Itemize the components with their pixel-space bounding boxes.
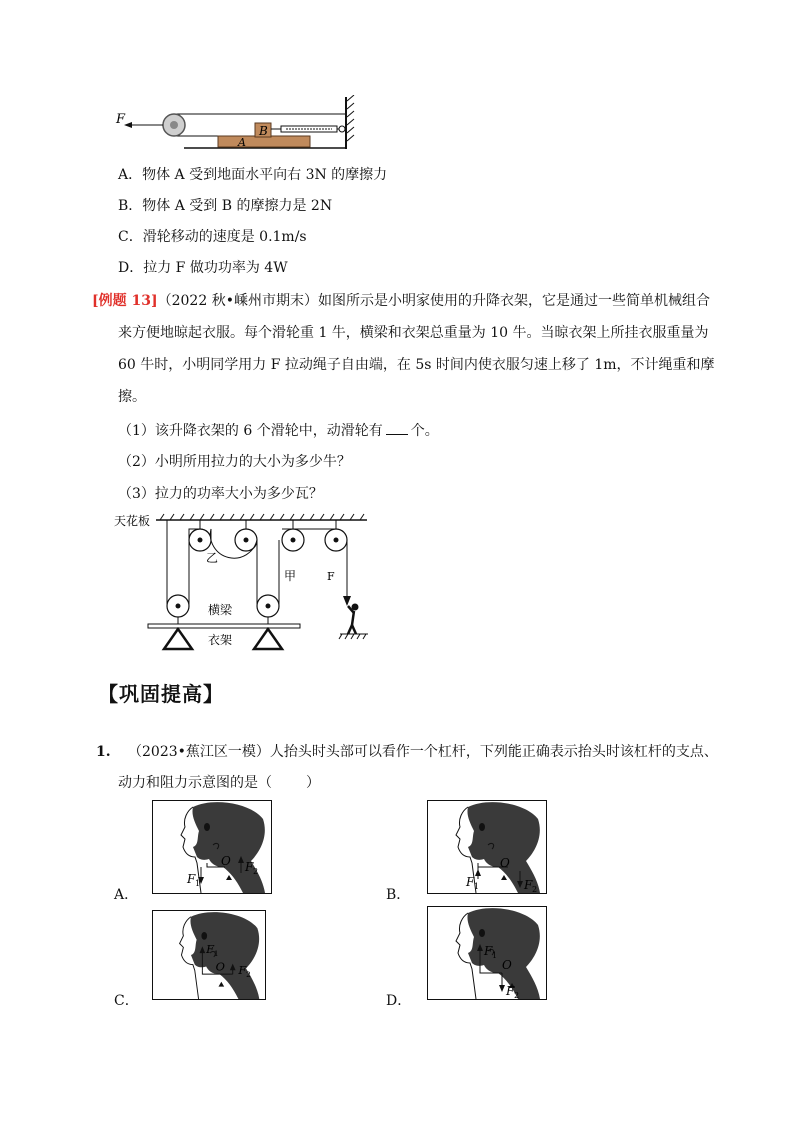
svg-text:2: 2 — [253, 867, 259, 876]
svg-text:1: 1 — [474, 882, 480, 891]
question-3-power: （3）拉力的功率大小为多少瓦？ — [118, 486, 323, 502]
beam-label: 横梁 — [208, 603, 233, 617]
svg-text:O: O — [500, 856, 510, 870]
svg-text:F: F — [466, 875, 475, 889]
svg-text:F: F — [484, 944, 493, 958]
choice-d-figure[interactable] — [427, 906, 547, 1000]
svg-text:1: 1 — [213, 948, 219, 958]
answer-blank[interactable] — [386, 420, 408, 435]
choice-c-figure[interactable] — [152, 910, 266, 1000]
svg-text:F: F — [238, 963, 247, 978]
question-1-line-2: 动力和阻力示意图的是（ ） — [118, 775, 320, 791]
svg-text:1: 1 — [195, 879, 201, 888]
svg-text:2: 2 — [514, 991, 520, 999]
choice-b-label[interactable]: B． — [386, 887, 411, 903]
svg-text:2: 2 — [532, 885, 538, 893]
svg-text:F: F — [506, 984, 515, 998]
head-lever-icon — [428, 801, 546, 893]
svg-text:O: O — [221, 854, 231, 868]
force-f-label: F — [327, 570, 335, 583]
choice-d-label[interactable]: D． — [386, 993, 412, 1009]
question-2-pull-force: （2）小明所用拉力的大小为多少牛？ — [118, 454, 351, 470]
rack-label: 衣架 — [208, 633, 233, 647]
example-13-line-4: 擦。 — [118, 389, 146, 405]
head-lever-icon — [153, 801, 271, 893]
option-c: C．滑轮移动的速度是 0.1m/s — [118, 229, 307, 245]
pulley-yi-label: 乙 — [206, 551, 219, 565]
choice-c-label[interactable]: C． — [114, 993, 139, 1009]
svg-text:F: F — [245, 860, 254, 874]
question-number: 1. — [96, 744, 111, 760]
choice-a-figure[interactable] — [152, 800, 272, 894]
svg-text:O: O — [215, 959, 225, 974]
example-13-line-2: 来方便地晾起衣服。每个滑轮重 1 牛，横梁和衣架总重量为 10 牛。当晾衣架上所挂衣服重量为 — [118, 325, 709, 341]
svg-text:O: O — [502, 958, 512, 972]
option-a: A．物体 A 受到地面水平向右 3N 的摩擦力 — [118, 167, 388, 183]
choice-b-figure[interactable] — [427, 800, 547, 894]
example-13-line-3: 60 牛时，小明同学用力 F 拉动绳子自由端，在 5s 时间内使衣服匀速上移了 1m，不计绳重和摩 — [118, 357, 715, 373]
example-13-line-1: [例题 13]（2022 秋•嵊州市期末）如图所示是小明家使用的升降衣架，它是通过一些简单机械组合 — [92, 293, 710, 309]
head-lever-icon — [428, 907, 546, 999]
block-b-label: B — [259, 124, 268, 138]
force-label: F — [116, 112, 126, 127]
pulley-block-figure — [110, 95, 360, 155]
head-lever-icon — [153, 911, 265, 999]
option-d: D．拉力 F 做功功率为 4W — [118, 260, 288, 276]
svg-text:F: F — [524, 878, 533, 892]
block-a-label: A — [238, 136, 246, 149]
clothes-rack-figure — [112, 510, 382, 655]
option-b: B．物体 A 受到 B 的摩擦力是 2N — [118, 198, 333, 214]
choice-a-label[interactable]: A． — [114, 887, 139, 903]
svg-text:2: 2 — [246, 969, 251, 980]
section-title: 【巩固提高】 — [98, 682, 224, 706]
question-1-line-1: （2023•蕉江区一模）人抬头时头部可以看作一个杠杆，下列能正确表示抬头时该杠杆的支点、 — [128, 744, 718, 760]
pulley-jia-label: 甲 — [284, 569, 297, 583]
svg-text:1: 1 — [492, 951, 498, 960]
ceiling-label: 天花板 — [114, 514, 151, 528]
svg-text:F: F — [187, 872, 196, 886]
svg-text:F: F — [206, 942, 215, 957]
question-1-moving-pulleys: （1）该升降衣架的 6 个滑轮中，动滑轮有 个。 — [118, 420, 439, 441]
example-tag: [例题 13] — [92, 293, 158, 309]
